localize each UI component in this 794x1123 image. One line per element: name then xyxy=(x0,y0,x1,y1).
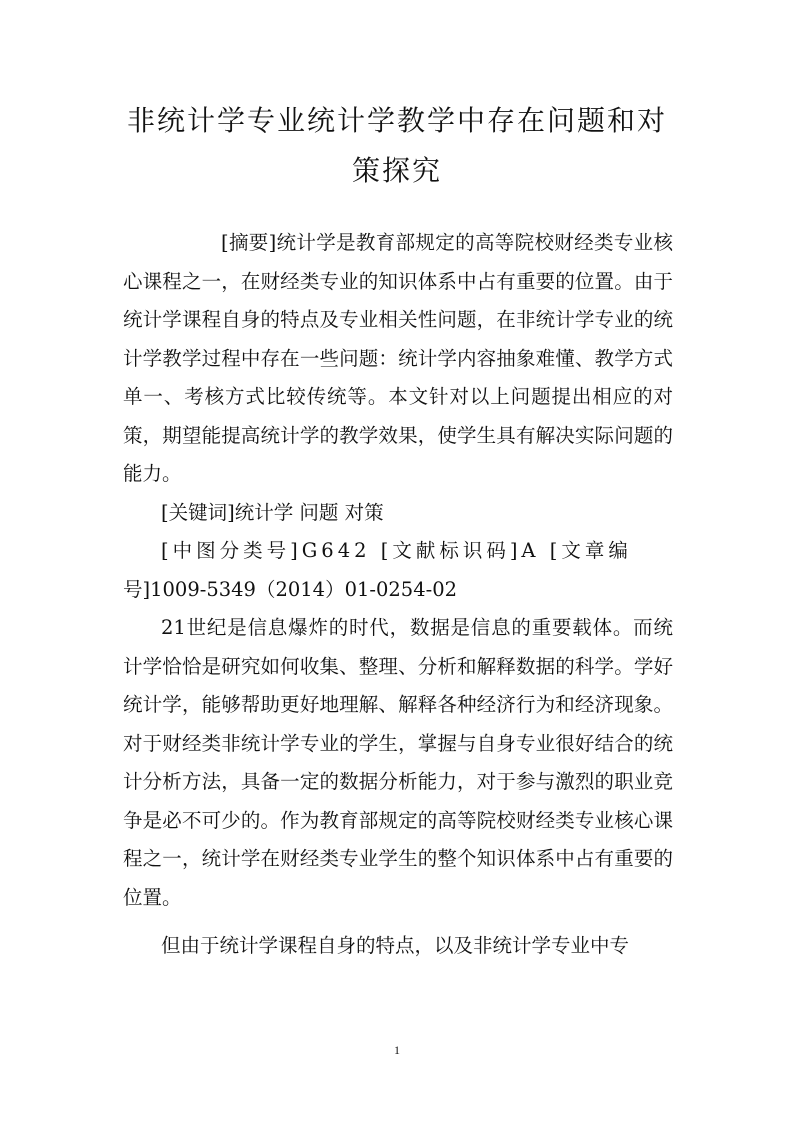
document-body xyxy=(123,224,673,966)
document-title xyxy=(120,96,674,196)
classification-part-1: [中图分类号]G642 [文献标识码]A [文章编 xyxy=(161,539,632,562)
classification-part-2: 号]1009-5349（2014）01-0254-02 xyxy=(123,577,458,601)
title-line-2: 策探究 xyxy=(351,154,442,187)
abstract-paragraph: [摘要]统计学是教育部规定的高等院校财经类专业核心课程之一，在财经类专业的知识体系中占有重要的位置。由于统计学课程自身的特点及专业相关性问题，在非统计学专业的统计学教学过程中存在一些问题：统计学内容抽象难懂、教学方式单一、考核方式比较传统等。本文针对以上问题提出相应的对策，期望能提高统计学的教学效果，使学生具有解决实际问题的能力。 xyxy=(123,231,673,485)
page-number: 1 xyxy=(394,1043,400,1057)
keywords-paragraph: [关键词]统计学 问题 对策 xyxy=(161,500,384,524)
body-paragraph-2: 但由于统计学课程自身的特点，以及非统计学专业中专 xyxy=(161,934,630,957)
body-paragraph-1: 21世纪是信息爆炸的时代，数据是信息的重要载体。而统计学恰恰是研究如何收集、整理、分析和解释数据的科学。学好统计学，能够帮助更好地理解、解释各种经济行为和经济现象。对于财经类非统计学专业的学生，掌握与自身专业很好结合的统计分析方法，具备一定的数据分析能力，对于参与激烈的职业竞争是必不可少的。作为教育部规定的高等院校财经类专业核心课程之一，统计学在财经类专业学生的整个知识体系中占有重要的位置。 xyxy=(123,616,673,909)
classification-paragraph xyxy=(123,532,673,609)
title-line-1: 非统计学专业统计学教学中存在问题和对 xyxy=(126,104,667,137)
